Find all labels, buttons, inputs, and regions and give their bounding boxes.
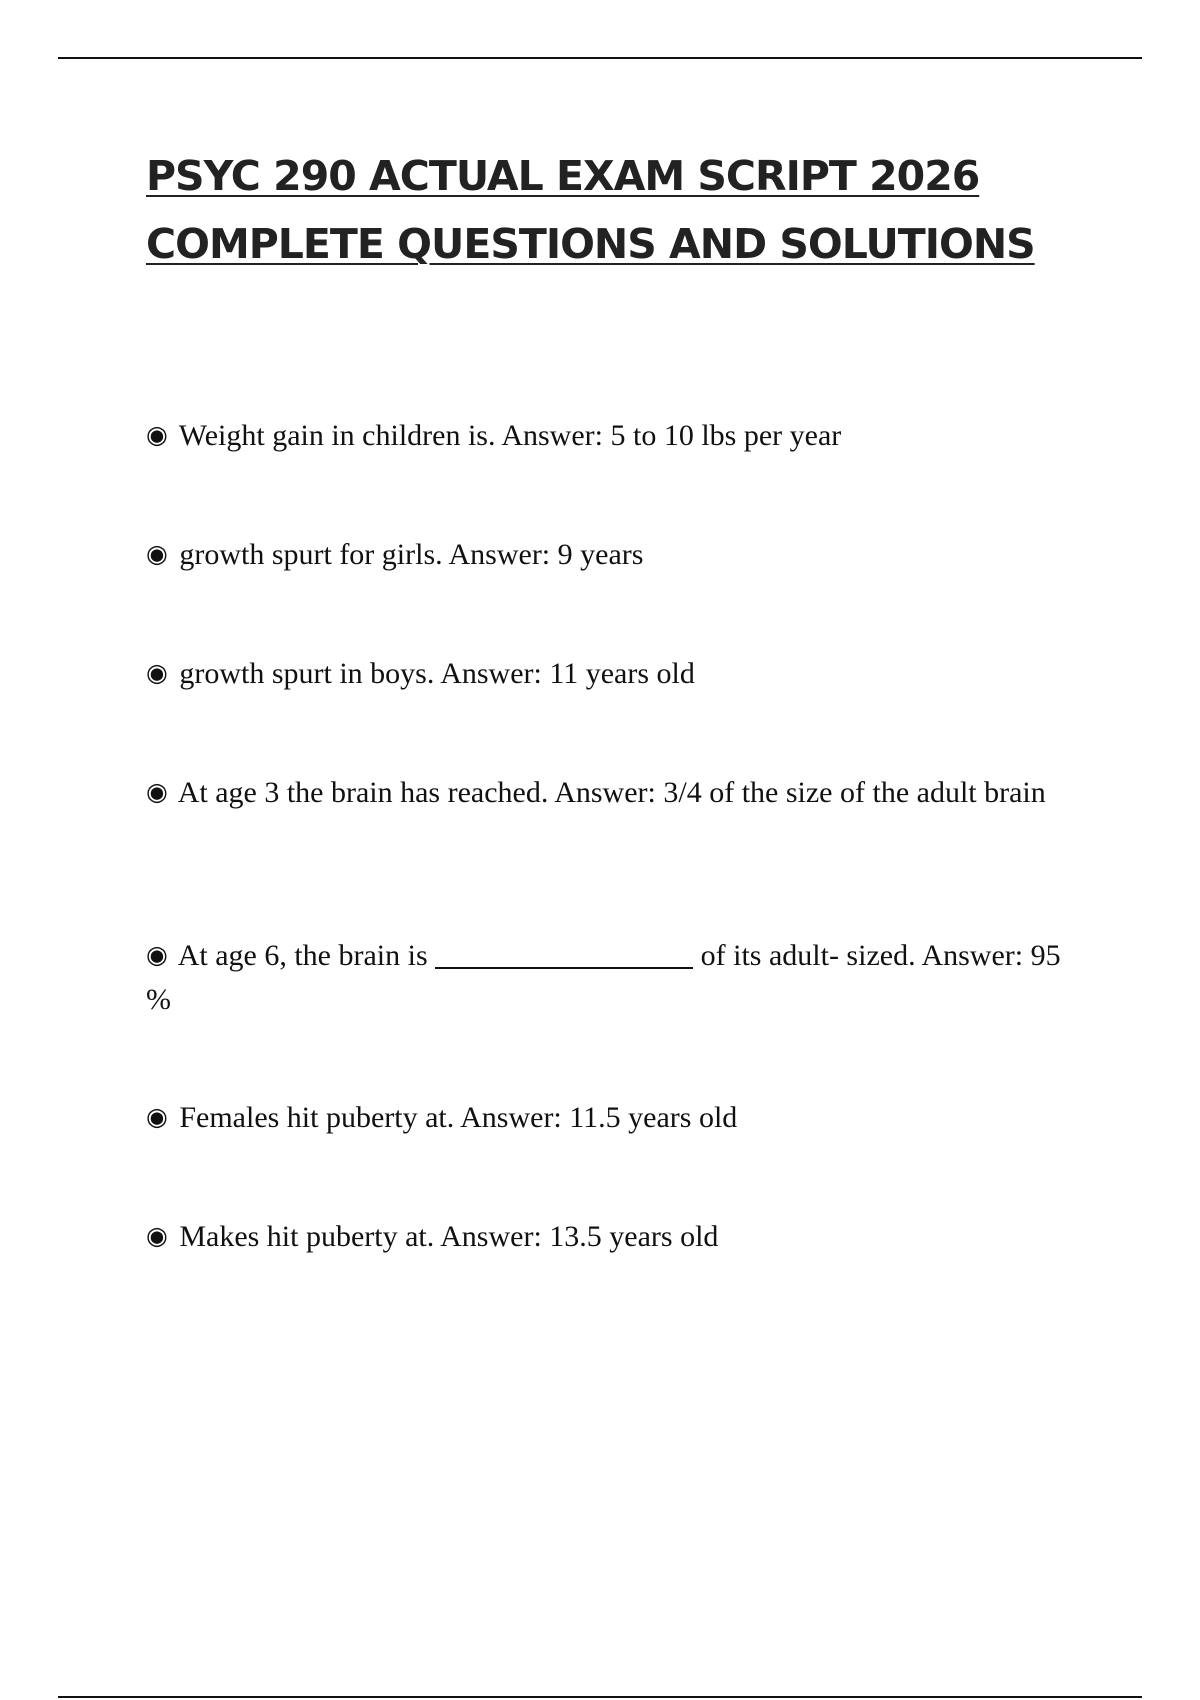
answer-text: 9 years	[557, 538, 644, 571]
qa-item-4	[146, 771, 1086, 815]
answer-label: Answer:	[460, 1101, 562, 1134]
answer-text: 11 years old	[549, 657, 695, 690]
radio-bullet-icon: ◉	[146, 777, 168, 806]
radio-bullet-icon: ◉	[146, 539, 168, 568]
question-text-after-blank: of its adult- sized.	[700, 939, 916, 972]
question-text: growth spurt for girls.	[179, 538, 443, 571]
answer-text: 11.5 years old	[569, 1101, 738, 1134]
qa-item-5	[146, 933, 1086, 1021]
answer-label: Answer:	[554, 776, 656, 809]
question-text-before-blank: At age 6, the brain is	[177, 939, 428, 972]
qa-item-2	[146, 533, 1086, 577]
fill-in-blank	[435, 937, 693, 969]
radio-bullet-icon: ◉	[146, 658, 168, 687]
document-title	[146, 142, 1106, 278]
qa-item-6	[146, 1096, 1086, 1140]
radio-bullet-icon: ◉	[146, 420, 168, 449]
bottom-rule	[58, 1696, 1142, 1698]
title-line-1: PSYC 290 ACTUAL EXAM SCRIPT 2026	[146, 152, 980, 200]
radio-bullet-icon: ◉	[146, 1221, 168, 1250]
question-text: At age 3 the brain has reached.	[177, 776, 549, 809]
title-line-2: COMPLETE QUESTIONS AND SOLUTIONS	[146, 220, 1035, 268]
answer-text: 3/4 of the size of the adult brain	[663, 776, 1046, 809]
answer-text: 13.5 years old	[549, 1220, 719, 1253]
question-text: Makes hit puberty at.	[179, 1220, 435, 1253]
question-text: growth spurt in boys.	[179, 657, 435, 690]
answer-text: 5 to 10 lbs per year	[610, 419, 842, 452]
qa-item-7	[146, 1215, 1086, 1259]
answer-label: Answer:	[448, 538, 551, 571]
qa-item-1	[146, 414, 1086, 458]
question-text: Females hit puberty at.	[179, 1101, 455, 1134]
answer-label: Answer:	[921, 939, 1024, 972]
top-rule	[58, 57, 1142, 59]
answer-label: Answer:	[440, 657, 542, 690]
qa-item-3	[146, 652, 1086, 696]
answer-label: Answer:	[501, 419, 603, 452]
answer-label: Answer:	[440, 1220, 542, 1253]
radio-bullet-icon: ◉	[146, 1102, 168, 1131]
answer-text: 95 %	[146, 939, 1061, 1016]
question-text: Weight gain in children is.	[178, 419, 496, 452]
radio-bullet-icon: ◉	[146, 940, 168, 969]
